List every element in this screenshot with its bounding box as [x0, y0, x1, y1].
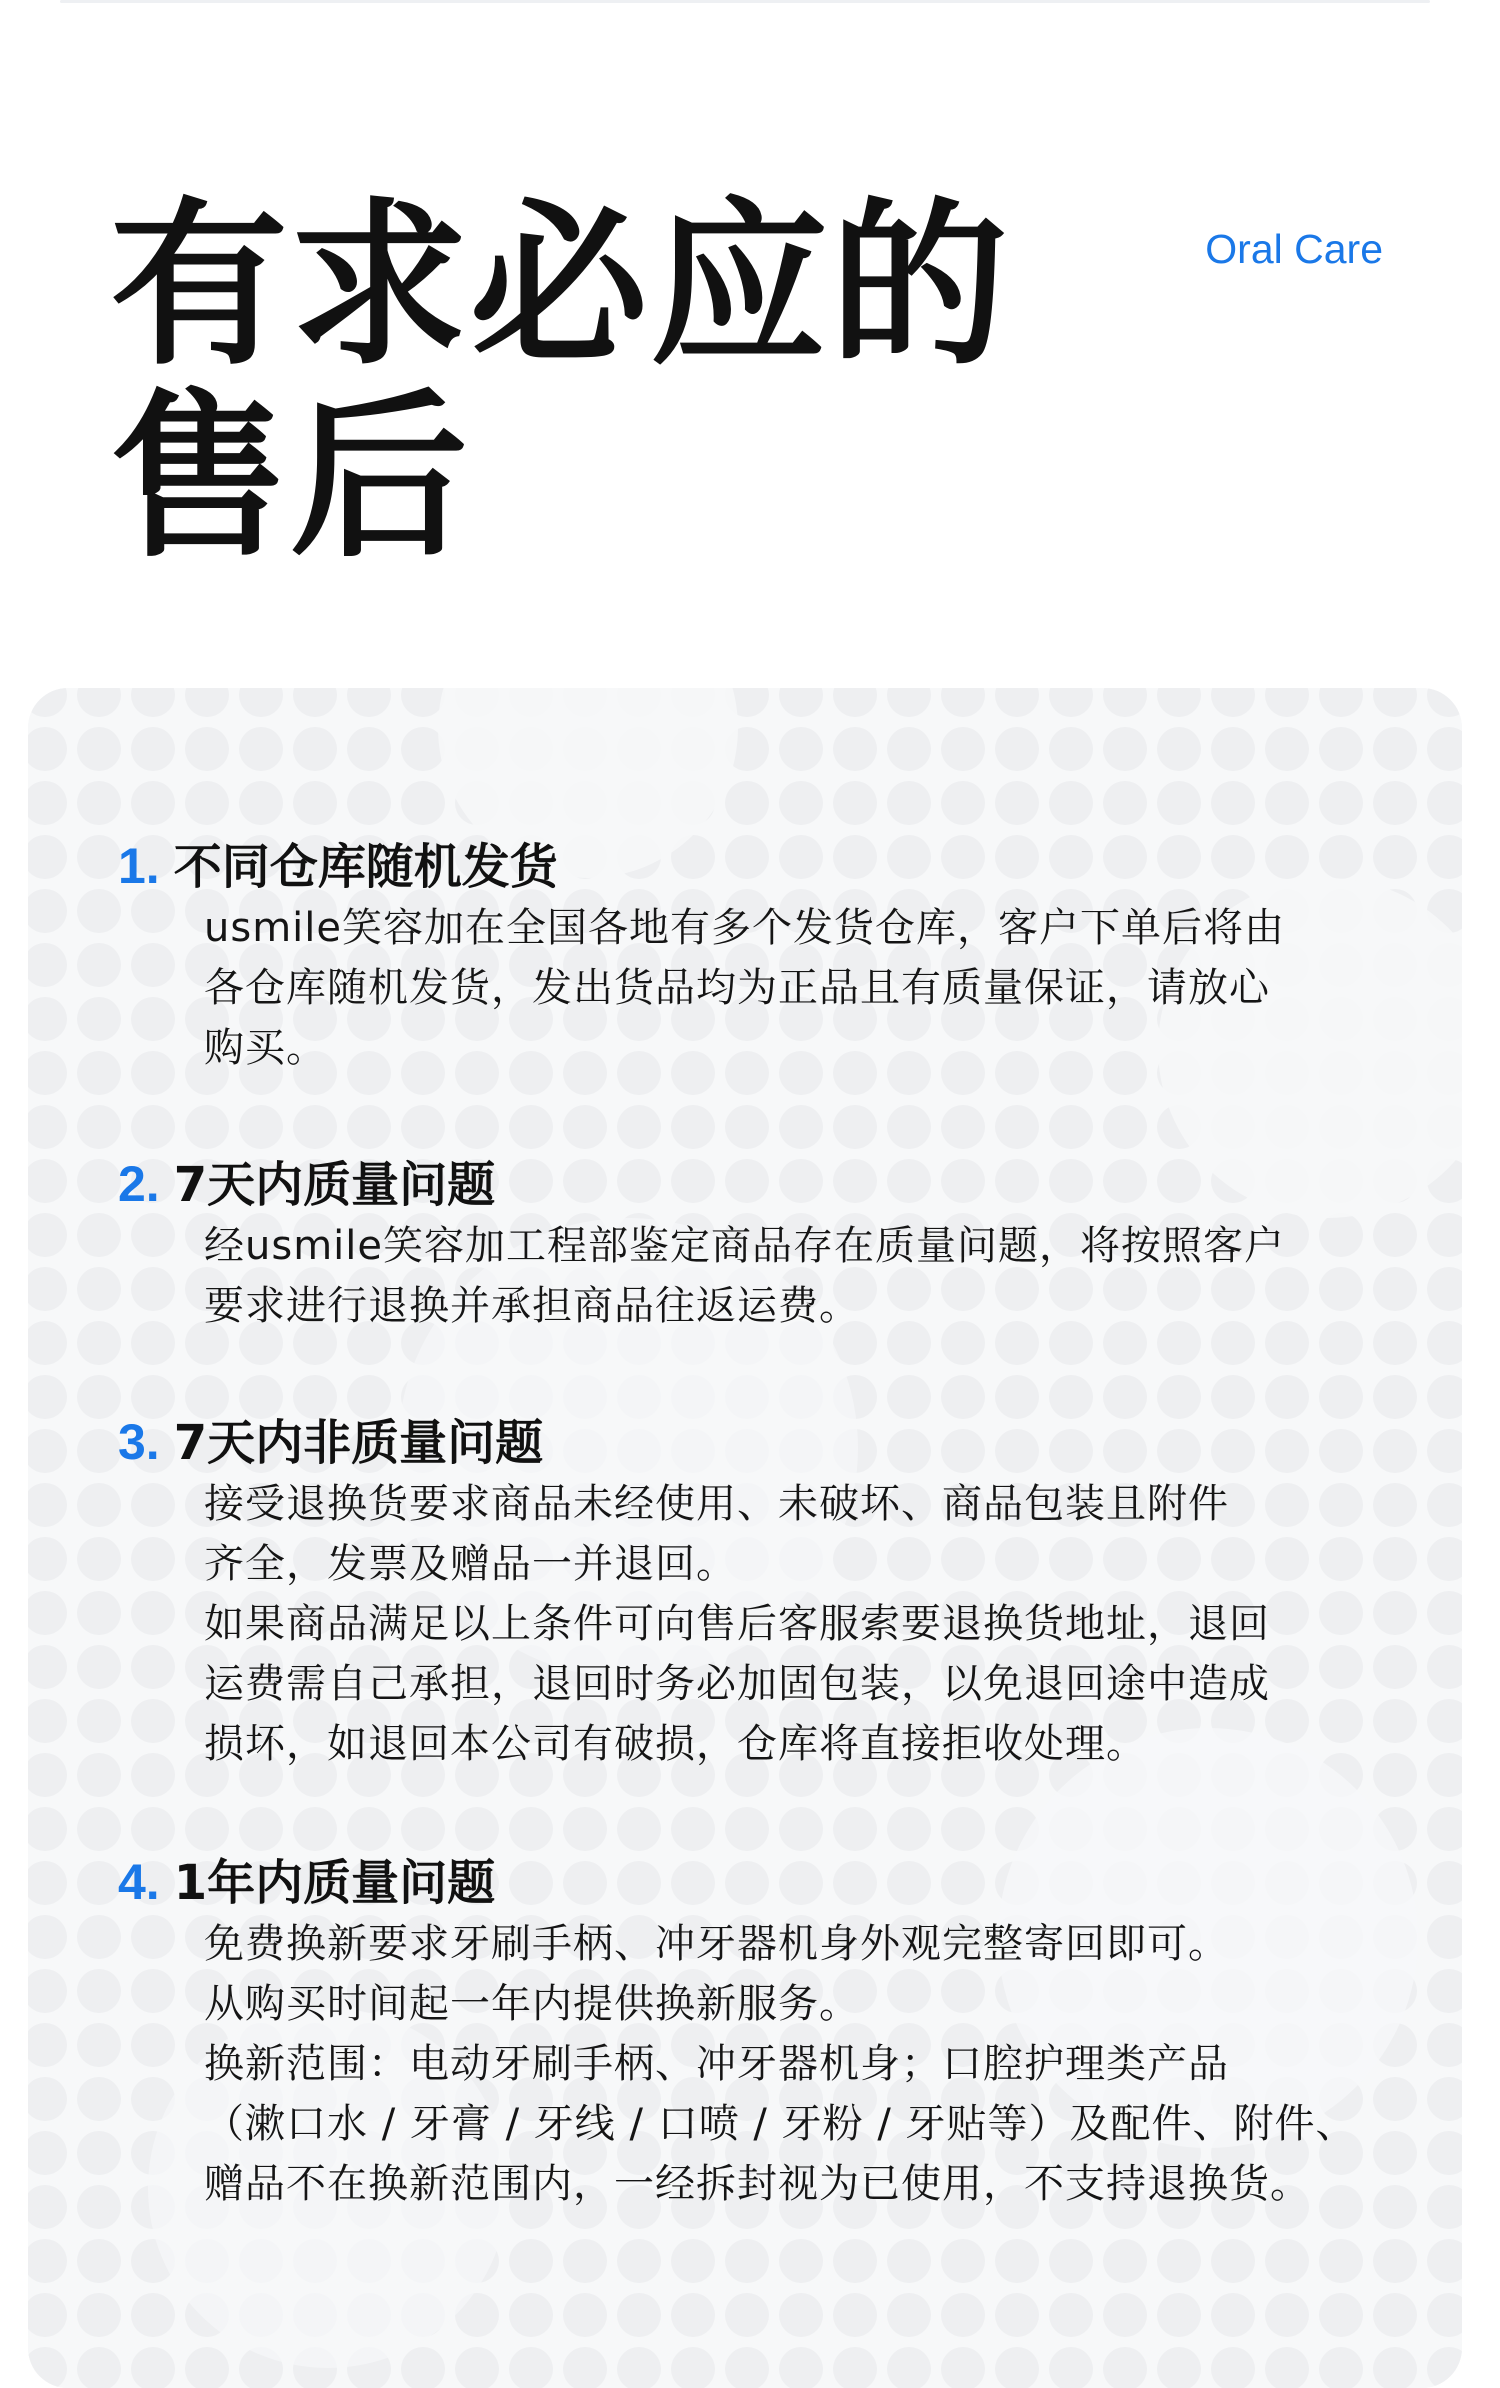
section-1 — [118, 828, 1428, 1078]
section-3 — [118, 1404, 1428, 1774]
section-3-body — [204, 1474, 1428, 1774]
section-4-body — [204, 1914, 1428, 2214]
section-3-line-5: 损坏，如退回本公司有破损，仓库将直接拒收处理。 — [204, 1721, 1147, 1767]
section-3-line-3: 如果商品满足以上条件可向售后客服索要退换货地址，退回 — [204, 1601, 1270, 1647]
section-2-line-2: 要求进行退换并承担商品往返运费。 — [204, 1283, 860, 1329]
section-1-line-3: 购买。 — [204, 1025, 327, 1071]
section-4-title: 1年内质量问题 — [173, 1855, 496, 1911]
section-1-line-1: usmile笑容加在全国各地有多个发货仓库，客户下单后将由 — [204, 905, 1285, 951]
section-3-line-1: 接受退换货要求商品未经使用、未破坏、商品包装且附件 — [204, 1481, 1229, 1527]
section-4 — [118, 1844, 1428, 2214]
section-4-line-5: 赠品不在换新范围内，一经拆封视为已使用，不支持退换货。 — [204, 2161, 1311, 2207]
top-divider — [60, 0, 1430, 3]
section-1-line-2: 各仓库随机发货，发出货品均为正品且有质量保证，请放心 — [204, 965, 1270, 1011]
section-2-body — [204, 1216, 1428, 1336]
section-3-number: 3. — [118, 1414, 160, 1470]
page-title-line-2: 售后 — [110, 374, 470, 581]
section-2-number: 2. — [118, 1156, 160, 1212]
section-2-title: 7天内质量问题 — [173, 1157, 496, 1213]
section-4-line-4: （漱口水 / 牙膏 / 牙线 / 口喷 / 牙粉 / 牙贴等）及配件、附件、 — [204, 2101, 1357, 2147]
section-2-line-1: 经usmile笑容加工程部鉴定商品存在质量问题，将按照客户 — [204, 1223, 1285, 1269]
section-3-title: 7天内非质量问题 — [173, 1415, 544, 1471]
section-4-line-1: 免费换新要求牙刷手柄、冲牙器机身外观完整寄回即可。 — [204, 1921, 1229, 1967]
section-3-line-4: 运费需自己承担，退回时务必加固包装，以免退回途中造成 — [204, 1661, 1270, 1707]
section-4-line-3: 换新范围：电动牙刷手柄、冲牙器机身；口腔护理类产品 — [204, 2041, 1229, 2087]
section-1-title: 不同仓库随机发货 — [173, 839, 558, 895]
after-sales-card — [28, 688, 1462, 2388]
section-1-body — [204, 898, 1428, 1078]
section-2 — [118, 1146, 1428, 1336]
section-1-number: 1. — [118, 838, 160, 894]
page-title — [110, 182, 1010, 581]
brand-tag: Oral Care — [1205, 226, 1383, 272]
section-4-number: 4. — [118, 1854, 160, 1910]
section-4-line-2: 从购买时间起一年内提供换新服务。 — [204, 1981, 860, 2027]
section-3-line-2: 齐全，发票及赠品一并退回。 — [204, 1541, 737, 1587]
page-title-line-1: 有求必应的 — [110, 182, 1010, 389]
